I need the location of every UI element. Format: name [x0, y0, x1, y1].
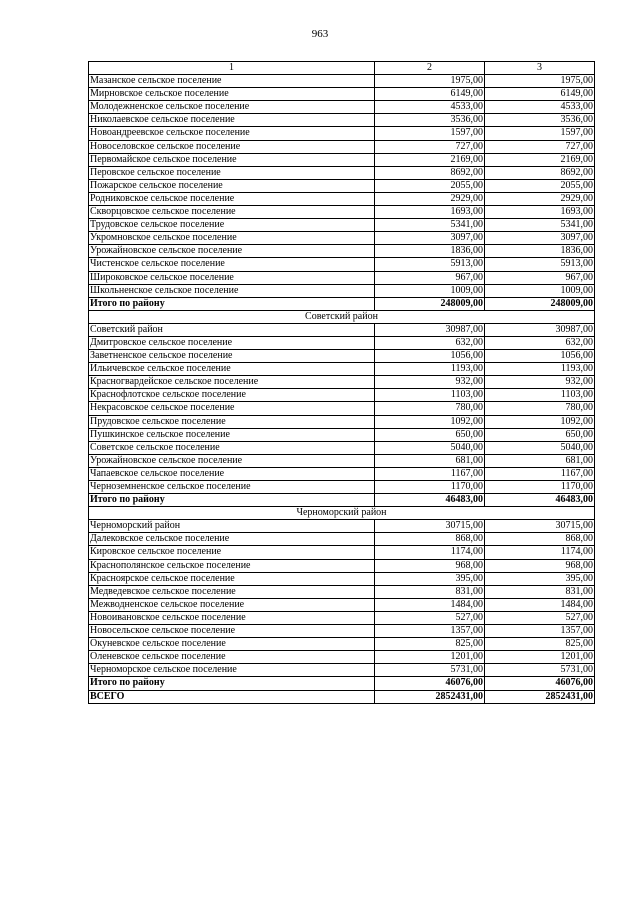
- value-col3-cell: 1357,00: [485, 625, 595, 638]
- header-row: [89, 62, 595, 75]
- row-name-cell: Краснофлотское сельское поселение: [89, 389, 375, 402]
- value-col3-cell: 968,00: [485, 559, 595, 572]
- value-col2-cell: 3536,00: [375, 114, 485, 127]
- row-name-cell: Окуневское сельское поселение: [89, 638, 375, 651]
- value-col2-cell: 46483,00: [375, 494, 485, 507]
- row-name-cell: Заветненское сельское поселение: [89, 350, 375, 363]
- row-name-cell: Оленевское сельское поселение: [89, 651, 375, 664]
- value-col2-cell: 527,00: [375, 611, 485, 624]
- table-row: [89, 166, 595, 179]
- value-col3-cell: 1836,00: [485, 245, 595, 258]
- row-name-cell: Николаевское сельское поселение: [89, 114, 375, 127]
- row-name-cell: Черноморский район: [89, 520, 375, 533]
- value-col3-cell: 1056,00: [485, 350, 595, 363]
- value-col3-cell: 967,00: [485, 271, 595, 284]
- value-col3-cell: 4533,00: [485, 101, 595, 114]
- row-name-cell: Трудовское сельское поселение: [89, 219, 375, 232]
- value-col3-cell: 8692,00: [485, 166, 595, 179]
- row-name-cell: Новоселовское сельское поселение: [89, 140, 375, 153]
- table-row: [89, 114, 595, 127]
- value-col3-cell: 3097,00: [485, 232, 595, 245]
- row-name-cell: Скворцовское сельское поселение: [89, 206, 375, 219]
- value-col3-cell: 1201,00: [485, 651, 595, 664]
- value-col3-cell: 2055,00: [485, 179, 595, 192]
- value-col2-cell: 727,00: [375, 140, 485, 153]
- row-name-cell: Мазанское сельское поселение: [89, 75, 375, 88]
- value-col2-cell: 5341,00: [375, 219, 485, 232]
- value-col2-cell: 932,00: [375, 376, 485, 389]
- column-header-1: 1: [89, 62, 375, 75]
- table-row: [89, 415, 595, 428]
- row-name-cell: Новоандреевское сельское поселение: [89, 127, 375, 140]
- value-col3-cell: 1092,00: [485, 415, 595, 428]
- value-col2-cell: 2852431,00: [375, 690, 485, 703]
- row-name-cell: Чистенское сельское поселение: [89, 258, 375, 271]
- table-row: [89, 638, 595, 651]
- row-name-cell: Новосельское сельское поселение: [89, 625, 375, 638]
- value-col2-cell: 780,00: [375, 402, 485, 415]
- table-row: [89, 140, 595, 153]
- section-title: Черноморский район: [89, 507, 595, 520]
- row-name-cell: Новоивановское сельское поселение: [89, 611, 375, 624]
- value-col2-cell: 395,00: [375, 572, 485, 585]
- table-row: [89, 75, 595, 88]
- row-name-cell: Красноярское сельское поселение: [89, 572, 375, 585]
- table-row: [89, 363, 595, 376]
- value-col3-cell: 1170,00: [485, 481, 595, 494]
- value-col3-cell: 1975,00: [485, 75, 595, 88]
- value-col2-cell: 5040,00: [375, 441, 485, 454]
- table-row: [89, 350, 595, 363]
- table-row: [89, 88, 595, 101]
- value-col3-cell: 1174,00: [485, 546, 595, 559]
- table-row: [89, 153, 595, 166]
- value-col3-cell: 5731,00: [485, 664, 595, 677]
- row-name-cell: Широковское сельское поселение: [89, 271, 375, 284]
- value-col2-cell: 2929,00: [375, 192, 485, 205]
- row-name-cell: Пушкинское сельское поселение: [89, 428, 375, 441]
- value-col3-cell: 5341,00: [485, 219, 595, 232]
- value-col3-cell: 868,00: [485, 533, 595, 546]
- row-name-cell: Родниковское сельское поселение: [89, 192, 375, 205]
- value-col2-cell: 632,00: [375, 336, 485, 349]
- value-col3-cell: 780,00: [485, 402, 595, 415]
- value-col2-cell: 1193,00: [375, 363, 485, 376]
- table-row: [89, 402, 595, 415]
- value-col3-cell: 1009,00: [485, 284, 595, 297]
- row-name-cell: Черноморское сельское поселение: [89, 664, 375, 677]
- row-name-cell: Черноземненское сельское поселение: [89, 481, 375, 494]
- table-row: [89, 585, 595, 598]
- row-name-cell: Итого по району: [89, 677, 375, 690]
- table-row: [89, 441, 595, 454]
- table-header: [89, 62, 595, 75]
- table-row: [89, 376, 595, 389]
- budget-table: [88, 61, 595, 704]
- value-col2-cell: 868,00: [375, 533, 485, 546]
- table-row: [89, 192, 595, 205]
- value-col3-cell: 825,00: [485, 638, 595, 651]
- value-col3-cell: 2929,00: [485, 192, 595, 205]
- row-name-cell: Итого по району: [89, 297, 375, 310]
- value-col2-cell: 3097,00: [375, 232, 485, 245]
- table-body: [89, 75, 595, 704]
- row-name-cell: Укромновское сельское поселение: [89, 232, 375, 245]
- value-col2-cell: 650,00: [375, 428, 485, 441]
- table-row: [89, 323, 595, 336]
- value-col2-cell: 1597,00: [375, 127, 485, 140]
- table-row: [89, 258, 595, 271]
- section-title: Советский район: [89, 310, 595, 323]
- value-col3-cell: 5913,00: [485, 258, 595, 271]
- value-col2-cell: 2169,00: [375, 153, 485, 166]
- value-col3-cell: 650,00: [485, 428, 595, 441]
- value-col2-cell: 1975,00: [375, 75, 485, 88]
- row-name-cell: Пожарское сельское поселение: [89, 179, 375, 192]
- row-name-cell: ВСЕГО: [89, 690, 375, 703]
- row-name-cell: Далековское сельское поселение: [89, 533, 375, 546]
- table-row: [89, 179, 595, 192]
- row-name-cell: Чапаевское сельское поселение: [89, 467, 375, 480]
- value-col2-cell: 46076,00: [375, 677, 485, 690]
- table-row: [89, 206, 595, 219]
- table-row: [89, 533, 595, 546]
- value-col2-cell: 30715,00: [375, 520, 485, 533]
- row-name-cell: Перовское сельское поселение: [89, 166, 375, 179]
- value-col2-cell: 1092,00: [375, 415, 485, 428]
- row-name-cell: Мирновское сельское поселение: [89, 88, 375, 101]
- table-row: [89, 520, 595, 533]
- value-col2-cell: 968,00: [375, 559, 485, 572]
- table-row: [89, 572, 595, 585]
- value-col2-cell: 4533,00: [375, 101, 485, 114]
- row-name-cell: Итого по району: [89, 494, 375, 507]
- value-col3-cell: 727,00: [485, 140, 595, 153]
- value-col3-cell: 681,00: [485, 454, 595, 467]
- value-col2-cell: 1009,00: [375, 284, 485, 297]
- value-col2-cell: 1484,00: [375, 598, 485, 611]
- total-row: [89, 297, 595, 310]
- table-row: [89, 454, 595, 467]
- page-number: 963: [311, 28, 329, 40]
- table-row: [89, 651, 595, 664]
- table-row: [89, 284, 595, 297]
- value-col3-cell: 1693,00: [485, 206, 595, 219]
- value-col2-cell: 30987,00: [375, 323, 485, 336]
- value-col2-cell: 2055,00: [375, 179, 485, 192]
- row-name-cell: Урожайновское сельское поселение: [89, 454, 375, 467]
- section-header-row: [89, 507, 595, 520]
- value-col3-cell: 1103,00: [485, 389, 595, 402]
- value-col3-cell: 1193,00: [485, 363, 595, 376]
- value-col3-cell: 46483,00: [485, 494, 595, 507]
- table-row: [89, 219, 595, 232]
- value-col2-cell: 5913,00: [375, 258, 485, 271]
- row-name-cell: Первомайское сельское поселение: [89, 153, 375, 166]
- table-row: [89, 664, 595, 677]
- table-row: [89, 611, 595, 624]
- value-col3-cell: 1484,00: [485, 598, 595, 611]
- value-col2-cell: 248009,00: [375, 297, 485, 310]
- value-col2-cell: 1103,00: [375, 389, 485, 402]
- value-col2-cell: 825,00: [375, 638, 485, 651]
- row-name-cell: Ильичевское сельское поселение: [89, 363, 375, 376]
- value-col2-cell: 6149,00: [375, 88, 485, 101]
- row-name-cell: Прудовское сельское поселение: [89, 415, 375, 428]
- value-col2-cell: 1056,00: [375, 350, 485, 363]
- value-col3-cell: 632,00: [485, 336, 595, 349]
- value-col3-cell: 527,00: [485, 611, 595, 624]
- section-header-row: [89, 310, 595, 323]
- row-name-cell: Молодежненское сельское поселение: [89, 101, 375, 114]
- value-col3-cell: 46076,00: [485, 677, 595, 690]
- table-row: [89, 428, 595, 441]
- value-col3-cell: 5040,00: [485, 441, 595, 454]
- value-col2-cell: 1357,00: [375, 625, 485, 638]
- value-col3-cell: 1167,00: [485, 467, 595, 480]
- value-col3-cell: 395,00: [485, 572, 595, 585]
- value-col2-cell: 681,00: [375, 454, 485, 467]
- table-row: [89, 336, 595, 349]
- value-col3-cell: 3536,00: [485, 114, 595, 127]
- table-row: [89, 559, 595, 572]
- row-name-cell: Красногвардейское сельское поселение: [89, 376, 375, 389]
- row-name-cell: Краснополянское сельское поселение: [89, 559, 375, 572]
- row-name-cell: Советский район: [89, 323, 375, 336]
- value-col2-cell: 8692,00: [375, 166, 485, 179]
- value-col2-cell: 5731,00: [375, 664, 485, 677]
- column-header-2: 2: [375, 62, 485, 75]
- total-row: [89, 690, 595, 703]
- value-col3-cell: 248009,00: [485, 297, 595, 310]
- table-row: [89, 481, 595, 494]
- total-row: [89, 494, 595, 507]
- value-col2-cell: 1174,00: [375, 546, 485, 559]
- value-col3-cell: 831,00: [485, 585, 595, 598]
- row-name-cell: Межводненское сельское поселение: [89, 598, 375, 611]
- table-row: [89, 232, 595, 245]
- row-name-cell: Некрасовское сельское поселение: [89, 402, 375, 415]
- value-col3-cell: 6149,00: [485, 88, 595, 101]
- row-name-cell: Советское сельское поселение: [89, 441, 375, 454]
- column-header-3: 3: [485, 62, 595, 75]
- value-col2-cell: 1167,00: [375, 467, 485, 480]
- table-row: [89, 389, 595, 402]
- value-col3-cell: 932,00: [485, 376, 595, 389]
- table-row: [89, 598, 595, 611]
- row-name-cell: Дмитровское сельское поселение: [89, 336, 375, 349]
- value-col2-cell: 1201,00: [375, 651, 485, 664]
- row-name-cell: Школьненское сельское поселение: [89, 284, 375, 297]
- row-name-cell: Кировское сельское поселение: [89, 546, 375, 559]
- table-row: [89, 127, 595, 140]
- table-row: [89, 245, 595, 258]
- table-row: [89, 271, 595, 284]
- row-name-cell: Урожайновское сельское поселение: [89, 245, 375, 258]
- value-col3-cell: 1597,00: [485, 127, 595, 140]
- table-row: [89, 101, 595, 114]
- value-col3-cell: 2169,00: [485, 153, 595, 166]
- total-row: [89, 677, 595, 690]
- value-col2-cell: 967,00: [375, 271, 485, 284]
- value-col3-cell: 2852431,00: [485, 690, 595, 703]
- value-col3-cell: 30987,00: [485, 323, 595, 336]
- table-row: [89, 625, 595, 638]
- value-col2-cell: 831,00: [375, 585, 485, 598]
- value-col2-cell: 1693,00: [375, 206, 485, 219]
- row-name-cell: Медведевское сельское поселение: [89, 585, 375, 598]
- value-col2-cell: 1170,00: [375, 481, 485, 494]
- value-col2-cell: 1836,00: [375, 245, 485, 258]
- value-col3-cell: 30715,00: [485, 520, 595, 533]
- table-row: [89, 546, 595, 559]
- table-row: [89, 467, 595, 480]
